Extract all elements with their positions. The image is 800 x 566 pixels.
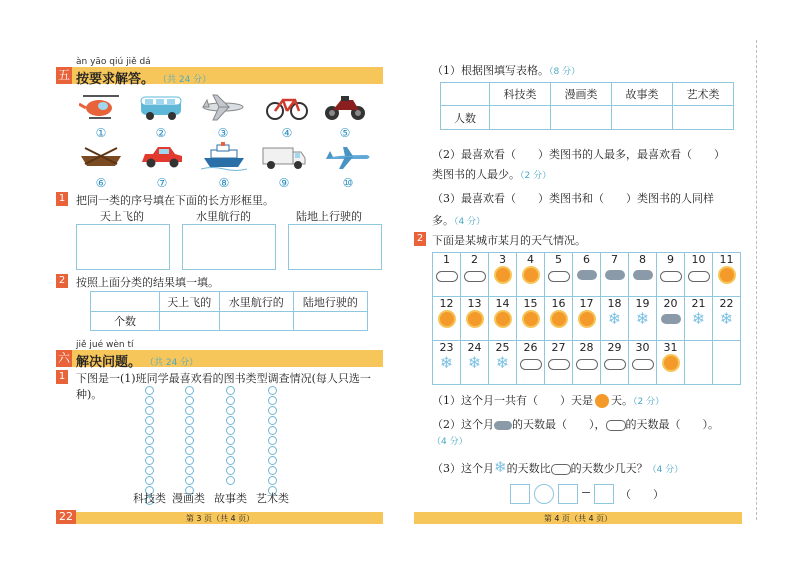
snowflake-icon: ❄ <box>494 458 507 476</box>
q2-sub2-mid: 的天数最（ ）， <box>512 418 606 431</box>
q2-sub1 <box>432 392 664 408</box>
weather-day-cell <box>516 296 545 341</box>
weather-day-cell <box>656 252 685 297</box>
bead <box>226 386 235 395</box>
cloudy-icon <box>688 271 710 282</box>
vehicle-label: ① <box>95 126 107 140</box>
thunderstorm-icon <box>494 421 512 430</box>
rowboat-icon <box>77 142 125 172</box>
bead <box>145 466 154 475</box>
vehicle-label: ⑥ <box>95 176 107 190</box>
weather-day-cell <box>684 340 713 385</box>
q2-sub3 <box>432 458 683 476</box>
weather-day-cell <box>712 252 741 297</box>
q1-text: 把同一类的序号填在下面的长方形框里。 <box>76 194 274 207</box>
weather-day-cell <box>712 340 741 385</box>
category-label: 艺术类 <box>256 492 289 505</box>
weather-day-number: 10 <box>691 253 706 266</box>
snowflake-icon: ❄ <box>607 309 622 328</box>
weather-calendar <box>432 252 740 384</box>
q2-sub2 <box>432 416 777 432</box>
weather-day-cell <box>572 252 601 297</box>
weather-day-number: 3 <box>499 253 506 266</box>
book-table <box>440 82 734 130</box>
q1-2-line2-text: 类图书的人最少。 <box>432 168 520 181</box>
answer-box-land[interactable] <box>288 224 382 270</box>
q1-3-line2-text: 多。 <box>432 214 454 227</box>
q1-1-text <box>432 62 580 78</box>
weather-day-cell <box>684 296 713 341</box>
weather-day-cell <box>572 296 601 341</box>
bead <box>185 406 194 415</box>
bead <box>185 396 194 405</box>
right-footer-text: 第 4 页（共 4 页） <box>543 514 613 523</box>
weather-day-cell <box>516 340 545 385</box>
weather-day-number: 6 <box>583 253 590 266</box>
weather-day-number: 11 <box>719 253 734 266</box>
q1-3-points: （4 分） <box>454 217 486 227</box>
snowflake-icon: ❄ <box>635 309 650 328</box>
sun-icon <box>595 394 609 408</box>
answer-box-water[interactable] <box>182 224 276 270</box>
q1-3-line1: （3）最喜欢看（ ）类图书和（ ）类图书的人同样 <box>432 192 714 205</box>
weather-day-number: 25 <box>495 341 510 354</box>
thunderstorm-icon <box>661 314 681 324</box>
bead <box>185 466 194 475</box>
bead <box>185 436 194 445</box>
weather-day-number: 24 <box>467 341 482 354</box>
weather-day-cell <box>628 296 657 341</box>
weather-day-number: 26 <box>523 341 538 354</box>
weather-day-cell <box>488 340 517 385</box>
vehicle-label: ④ <box>281 126 293 140</box>
car-icon <box>139 142 185 172</box>
sun-icon <box>440 312 454 326</box>
section5-title: 按要求解答。 <box>76 72 155 87</box>
bead <box>268 386 277 395</box>
q2-text: 按照上面分类的结果填一填。 <box>76 276 219 289</box>
q2-sub1-points: （2 分） <box>633 397 665 407</box>
cloudy-icon <box>548 271 570 282</box>
weather-day-cell <box>712 296 741 341</box>
cloudy-icon <box>551 464 571 475</box>
bead <box>268 416 277 425</box>
category-label: 水里航行的 <box>196 210 251 223</box>
bead <box>268 466 277 475</box>
row-label: 个数 <box>91 312 160 331</box>
bead-col-1 <box>143 386 155 506</box>
section5-number: 五 <box>57 68 70 82</box>
weather-day-cell <box>684 252 713 297</box>
weather-day-number: 7 <box>611 253 618 266</box>
bead <box>226 476 235 485</box>
bead <box>145 406 154 415</box>
q2-sub3-post: 的天数少几天？ <box>570 462 648 475</box>
vehicle-label: ⑦ <box>156 176 168 190</box>
q2-sub1-pre: （1）这个月一共有（ ）天是 <box>432 394 593 407</box>
sun-icon <box>664 356 678 370</box>
equation-row <box>510 484 670 504</box>
table-header: 水里航行的 <box>219 292 293 312</box>
category-label: 漫画类 <box>172 492 205 505</box>
vehicle-label: ② <box>155 126 167 140</box>
q2-sub3-points: （4 分） <box>647 465 684 475</box>
sun-icon <box>468 312 482 326</box>
cloudy-icon <box>520 359 542 370</box>
weather-day-number: 21 <box>691 297 706 310</box>
weather-day-number: 23 <box>439 341 454 354</box>
q2-sub2-pre: （2）这个月 <box>432 418 494 431</box>
bead <box>226 426 235 435</box>
table-header <box>91 292 160 312</box>
table-header: 科技类 <box>490 83 551 106</box>
bead <box>145 396 154 405</box>
weather-day-cell <box>628 252 657 297</box>
bead <box>268 406 277 415</box>
weather-day-number: 1 <box>443 253 450 266</box>
bead <box>145 416 154 425</box>
q1-badge: 1 <box>56 192 68 206</box>
weather-day-cell <box>572 340 601 385</box>
weather-day-number: 9 <box>667 253 674 266</box>
weather-day-number: 15 <box>523 297 538 310</box>
q2-sub3-mid: 的天数比 <box>506 462 551 475</box>
bead <box>226 396 235 405</box>
table-header <box>441 83 490 106</box>
section5-points: （共 24 分） <box>158 75 212 85</box>
weather-day-number: 8 <box>639 253 646 266</box>
answer-square-3[interactable] <box>594 484 614 504</box>
category-label: 故事类 <box>214 492 247 505</box>
weather-day-cell <box>656 296 685 341</box>
vehicle-label: ③ <box>217 126 229 140</box>
sun-icon <box>524 312 538 326</box>
q2-sub1-post: 天。 <box>611 394 633 407</box>
q2-sub3-pre: （3）这个月 <box>432 462 494 475</box>
section6-number: 六 <box>57 351 70 365</box>
airliner-icon <box>323 142 373 172</box>
cloudy-icon <box>604 359 626 370</box>
snowflake-icon: ❄ <box>495 353 510 372</box>
bead <box>268 456 277 465</box>
category-label: 天上飞的 <box>100 210 144 223</box>
vehicle-4 <box>264 92 310 140</box>
vehicle-10 <box>322 142 374 192</box>
cloudy-icon <box>576 359 598 370</box>
bead <box>268 426 277 435</box>
weather-day-number: 13 <box>467 297 482 310</box>
answer-cell[interactable] <box>551 106 612 130</box>
equals-sign <box>582 492 590 493</box>
page-number: 22 <box>56 510 76 524</box>
snowflake-icon: ❄ <box>467 353 482 372</box>
bead <box>145 436 154 445</box>
bead <box>268 446 277 455</box>
vehicle-1 <box>78 92 124 140</box>
bead <box>185 426 194 435</box>
answer-box-sky[interactable] <box>76 224 170 270</box>
weather-day-cell <box>488 296 517 341</box>
weather-day-cell <box>656 340 685 385</box>
bicycle-icon <box>265 92 309 122</box>
snowflake-icon: ❄ <box>719 309 734 328</box>
bead <box>145 446 154 455</box>
weather-day-cell <box>516 252 545 297</box>
answer-cell[interactable] <box>612 106 673 130</box>
cloudy-icon <box>660 271 682 282</box>
q2-sub2-post: 的天数最（ ）。 <box>625 418 719 431</box>
weather-day-number: 12 <box>439 297 454 310</box>
q2-badge: 2 <box>56 274 68 288</box>
weather-day-cell <box>432 296 461 341</box>
answer-cell[interactable] <box>490 106 551 130</box>
vehicle-label: ⑤ <box>339 126 351 140</box>
bead <box>268 476 277 485</box>
q1-1-label: （1）根据图填写表格。 <box>432 64 549 77</box>
weather-day-cell <box>488 252 517 297</box>
vehicle-label: ⑨ <box>278 176 290 190</box>
q1-2-line2 <box>432 166 551 182</box>
helicopter-icon <box>79 92 123 122</box>
vehicle-2 <box>138 92 184 140</box>
weather-day-number: 20 <box>663 297 678 310</box>
small-plane-icon <box>199 92 247 122</box>
cloudy-icon <box>606 420 626 431</box>
weather-day-cell <box>628 340 657 385</box>
bead <box>185 456 194 465</box>
bead <box>226 436 235 445</box>
bead <box>145 456 154 465</box>
table-header: 故事类 <box>612 83 673 106</box>
weather-day-cell <box>460 252 489 297</box>
snowflake-icon: ❄ <box>691 309 706 328</box>
bead <box>185 476 194 485</box>
bead <box>145 426 154 435</box>
answer-square-2[interactable] <box>558 484 578 504</box>
weather-day-number: 28 <box>579 341 594 354</box>
vehicle-5 <box>322 92 368 140</box>
vehicle-label: ⑧ <box>218 176 230 190</box>
weather-day-number: 31 <box>663 341 678 354</box>
weather-day-cell <box>600 296 629 341</box>
cloudy-icon <box>436 271 458 282</box>
q2-badge: 2 <box>414 232 426 246</box>
sun-icon <box>552 312 566 326</box>
sun-icon <box>524 268 538 282</box>
cloudy-icon <box>632 359 654 370</box>
section6-pinyin: jiě jué wèn tí <box>76 340 134 350</box>
answer-paren[interactable]: （ ） <box>620 488 664 501</box>
cloudy-icon <box>464 271 486 282</box>
van-icon <box>261 142 307 172</box>
vehicle-7 <box>138 142 186 192</box>
vehicle-6 <box>76 142 126 192</box>
weather-day-cell <box>460 296 489 341</box>
section6-title: 解决问题。 <box>76 355 142 370</box>
motorcycle-icon <box>323 92 367 122</box>
table-header: 漫画类 <box>551 83 612 106</box>
answer-cell[interactable] <box>160 312 220 331</box>
vehicle-label: ⑩ <box>342 176 354 190</box>
q1-2-points: （2 分） <box>520 171 552 181</box>
q1-1-points: （8 分） <box>549 67 581 77</box>
sun-icon <box>720 268 734 282</box>
bead-col-3 <box>224 386 236 486</box>
weather-day-cell <box>544 296 573 341</box>
weather-day-number: 5 <box>555 253 562 266</box>
binding-line <box>756 40 757 520</box>
cloudy-icon <box>548 359 570 370</box>
bead <box>226 406 235 415</box>
bead <box>185 416 194 425</box>
count-table <box>90 291 368 331</box>
table-header: 天上飞的 <box>160 292 220 312</box>
ship-icon <box>201 142 247 172</box>
weather-day-number: 29 <box>607 341 622 354</box>
category-label: 陆地上行驶的 <box>296 210 362 223</box>
weather-day-number: 18 <box>607 297 622 310</box>
weather-day-cell <box>432 340 461 385</box>
weather-day-number: 2 <box>471 253 478 266</box>
vehicle-9 <box>260 142 308 192</box>
weather-day-number: 27 <box>551 341 566 354</box>
thunderstorm-icon <box>605 270 625 280</box>
q2-sub2-points: （4 分） <box>432 437 468 447</box>
weather-day-number: 19 <box>635 297 650 310</box>
weather-day-number: 4 <box>527 253 534 266</box>
bead <box>145 476 154 485</box>
table-header: 艺术类 <box>673 83 734 106</box>
answer-cell[interactable] <box>293 312 367 331</box>
sun-icon <box>496 268 510 282</box>
thunderstorm-icon <box>633 270 653 280</box>
q2-text: 下面是某城市某月的天气情况。 <box>432 234 586 247</box>
weather-day-cell <box>432 252 461 297</box>
section6-points: （共 24 分） <box>145 358 199 368</box>
s6-q1-text: 下图是一(1)班同学最喜欢看的图书类型调查情况(每人只选一种)。 <box>76 372 371 401</box>
answer-square-1[interactable] <box>510 484 530 504</box>
bead-col-2 <box>183 386 195 496</box>
vehicle-3 <box>198 92 248 140</box>
s6-q1-badge: 1 <box>56 370 68 384</box>
bead <box>226 466 235 475</box>
weather-day-cell <box>460 340 489 385</box>
weather-day-number: 30 <box>635 341 650 354</box>
table-header: 陆地行驶的 <box>293 292 367 312</box>
answer-cell[interactable] <box>673 106 734 130</box>
category-label: 科技类 <box>133 492 166 505</box>
weather-day-number: 14 <box>495 297 510 310</box>
vehicle-8 <box>200 142 248 192</box>
snowflake-icon: ❄ <box>439 353 454 372</box>
weather-day-cell <box>544 340 573 385</box>
sun-icon <box>580 312 594 326</box>
weather-day-cell <box>600 252 629 297</box>
weather-day-number: 17 <box>579 297 594 310</box>
bead <box>226 446 235 455</box>
bead <box>185 446 194 455</box>
answer-circle[interactable] <box>534 484 554 504</box>
bus-icon <box>139 92 183 122</box>
sun-icon <box>496 312 510 326</box>
bead <box>226 456 235 465</box>
bead <box>145 386 154 395</box>
answer-cell[interactable] <box>219 312 293 331</box>
section5-pinyin: àn yāo qiú jiě dá <box>76 57 151 67</box>
bead <box>226 416 235 425</box>
weather-day-number: 16 <box>551 297 566 310</box>
bead <box>268 436 277 445</box>
thunderstorm-icon <box>577 270 597 280</box>
q1-3-line2 <box>432 212 485 228</box>
q1-2-line1: （2）最喜欢看（ ）类图书的人最多，最喜欢看（ ） <box>432 148 725 161</box>
bead <box>185 386 194 395</box>
bead-col-4 <box>266 386 278 496</box>
right-page <box>400 0 800 566</box>
row-label: 人数 <box>441 106 490 130</box>
weather-day-cell <box>600 340 629 385</box>
weather-day-cell <box>544 252 573 297</box>
weather-day-number: 22 <box>719 297 734 310</box>
left-footer-text: 第 3 页（共 4 页） <box>185 514 255 523</box>
bead <box>268 396 277 405</box>
